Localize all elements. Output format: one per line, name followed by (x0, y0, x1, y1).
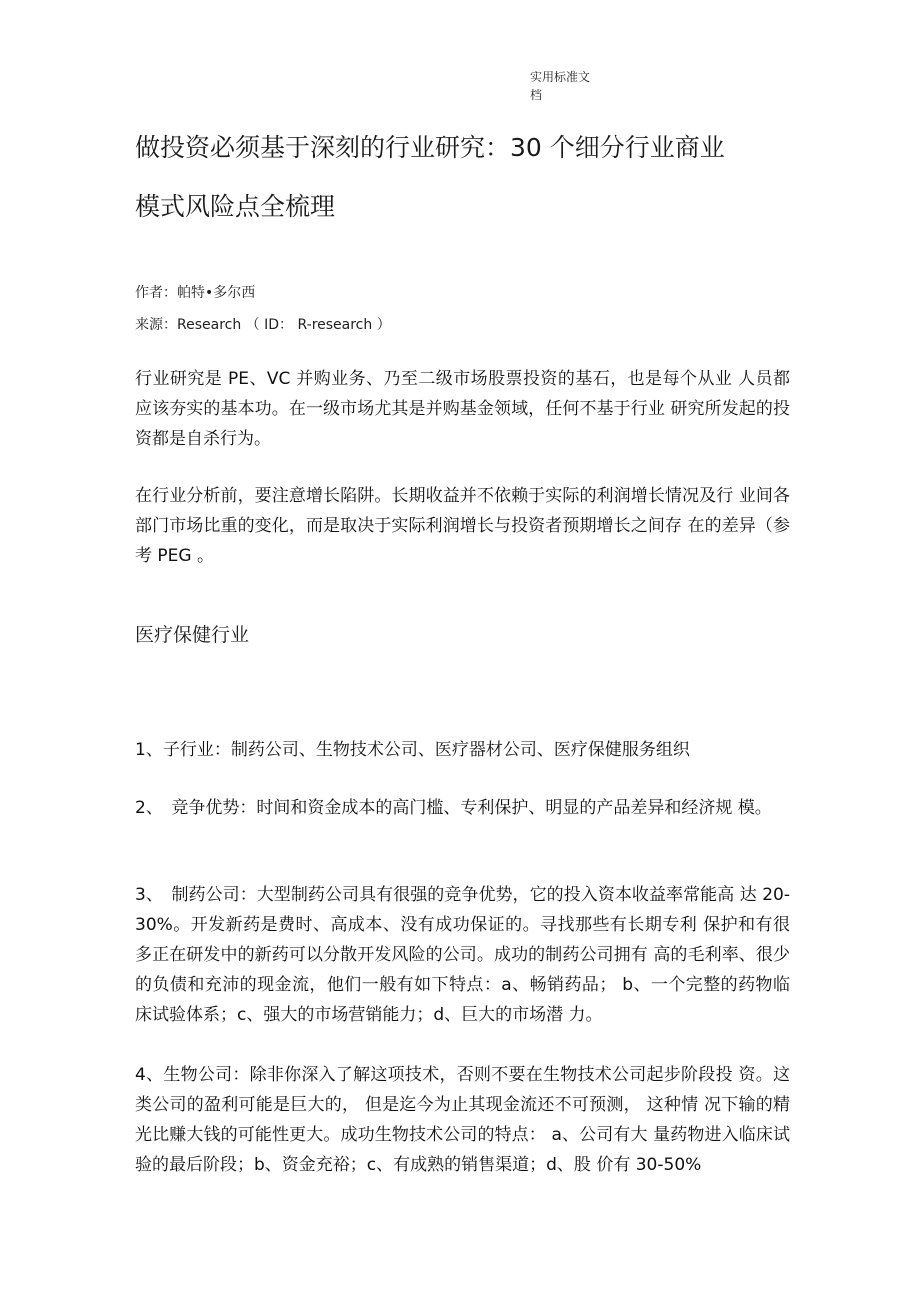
document-header (530, 68, 610, 104)
list-item-4: 4、生物公司：除非你深入了解这项技术，否则不要在生物技术公司起步阶段投 资。这类公司的盈利可能是巨大的， 但是迄今为止其现金流还不可预测， 这种情 况下输的精光比赚大钱的可能性更大。成功生物技术公司的特点： a、公司有大 量药物进入临床试验的最后阶段；b、资金充裕；c、有成熟的销售渠道；d、股 价有 30-50% (135, 1065, 790, 1175)
author-line: 作者：帕特•多尔西 (135, 285, 256, 301)
page-title-line-2: 模式风险点全梳理 (135, 192, 336, 221)
list-item-1: 1、子行业：制药公司、生物技术公司、医疗器材公司、医疗保健服务组织 (135, 740, 690, 760)
source-line: 来源：Research （ ID： R-research ） (135, 317, 391, 333)
intro-paragraph-2: 在行业分析前，要注意增长陷阱。长期收益并不依赖于实际的利润增长情况及行 业间各部门市场比重的变化，而是取决于实际利润增长与投资者预期增长之间存 在的差异（参考 PEG 。 (135, 486, 790, 566)
header-line-2: 档 (530, 88, 543, 102)
list-item-3: 3、 制药公司：大型制药公司具有很强的竞争优势，它的投入资本收益率常能高 达 20-30%。开发新药是费时、高成本、没有成功保证的。寻找那些有长期专利 保护和有很多正在研发中的新药可以分散开发风险的公司。成功的制药公司拥有 高的毛利率、很少的负债和充沛的现金流，他们一般有如下特点：a、畅销药品； b、一个完整的药物临床试验体系；c、强大的市场营销能力；d、巨大的市场潜 力。 (135, 885, 790, 1025)
header-line-1: 实用标准文 (530, 70, 591, 84)
intro-paragraph-1: 行业研究是 PE、VC 并购业务、乃至二级市场股票投资的基石，也是每个从业 人员都应该夯实的基本功。在一级市场尤其是并购基金领域，任何不基于行业 研究所发起的投资都是自杀行为。 (135, 369, 790, 449)
section-heading: 医疗保健行业 (135, 624, 250, 646)
page-title-line-1: 做投资必须基于深刻的行业研究：30 个细分行业商业 (135, 133, 725, 162)
list-item-2: 2、 竞争优势：时间和资金成本的高门槛、专利保护、明显的产品差异和经济规 模。 (135, 798, 772, 818)
